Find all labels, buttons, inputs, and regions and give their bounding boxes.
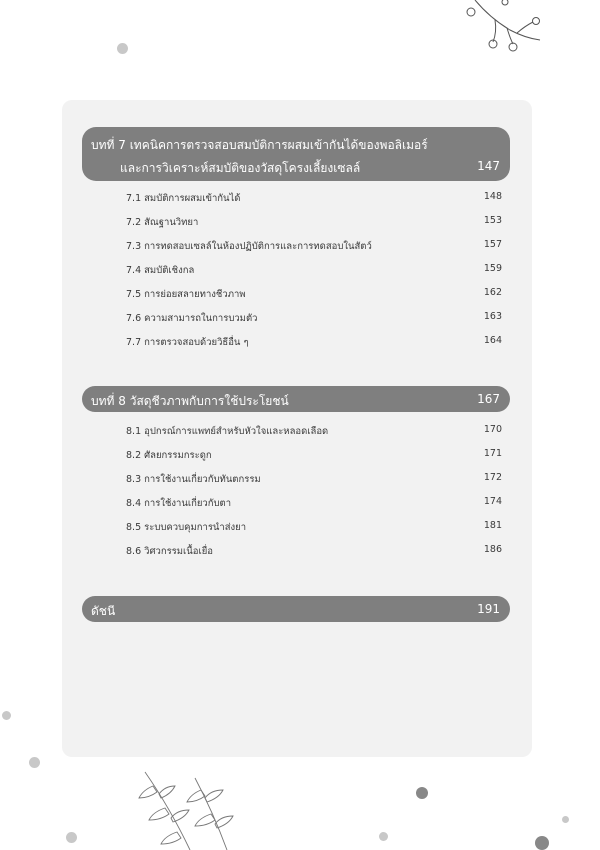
index-title: ดัชนี — [91, 604, 116, 618]
toc-entry-7-2[interactable] — [126, 215, 502, 231]
toc-entry-page: 153 — [483, 215, 502, 226]
index-page: 191 — [477, 602, 500, 616]
decor-dot — [117, 43, 128, 54]
chapter-8-page: 167 — [477, 392, 500, 406]
toc-entry-7-7[interactable] — [126, 335, 502, 351]
index-header[interactable] — [82, 596, 510, 622]
toc-entry-page: 162 — [483, 287, 502, 298]
toc-entry-8-6[interactable] — [126, 544, 502, 560]
toc-entry-label: 8.5 ระบบควบคุมการนำส่งยา — [126, 522, 247, 533]
toc-entry-8-4[interactable] — [126, 496, 502, 512]
berry-branch-icon — [455, 0, 545, 60]
toc-entry-7-4[interactable] — [126, 263, 502, 279]
toc-entry-page: 186 — [483, 544, 502, 555]
toc-entry-7-6[interactable] — [126, 311, 502, 327]
toc-entry-label: 7.3 การทดสอบเซลล์ในห้องปฏิบัติการและการทดสอบในสัตว์ — [126, 241, 372, 252]
chapter-8-title: บทที่ 8 วัสดุชีวภาพกับการใช้ประโยชน์ — [91, 394, 289, 408]
chapter-7-title-line1: บทที่ 7 เทคนิคการตรวจสอบสมบัติการผสมเข้ากันได้ของพอลิเมอร์ — [91, 138, 428, 152]
decor-dot — [66, 832, 77, 843]
toc-entry-page: 172 — [483, 472, 502, 483]
toc-entry-page: 163 — [483, 311, 502, 322]
toc-entry-7-5[interactable] — [126, 287, 502, 303]
toc-entry-label: 7.6 ความสามารถในการบวมตัว — [126, 313, 258, 324]
toc-entry-8-3[interactable] — [126, 472, 502, 488]
toc-entry-7-1[interactable] — [126, 191, 502, 207]
chapter-7-page: 147 — [477, 159, 500, 173]
decor-dot — [562, 816, 569, 823]
toc-entry-page: 159 — [483, 263, 502, 274]
toc-entry-label: 7.1 สมบัติการผสมเข้ากันได้ — [126, 193, 241, 204]
toc-entry-label: 8.4 การใช้งานเกี่ยวกับตา — [126, 498, 232, 509]
decor-dot — [2, 711, 11, 720]
toc-entry-label: 7.7 การตรวจสอบด้วยวิธีอื่น ๆ — [126, 337, 249, 348]
toc-entry-8-1[interactable] — [126, 424, 502, 440]
toc-entry-label: 8.2 ศัลยกรรมกระดูก — [126, 450, 212, 461]
toc-entry-page: 174 — [483, 496, 502, 507]
toc-entry-label: 8.1 อุปกรณ์การแพทย์สำหรับหัวใจและหลอดเลือด — [126, 426, 329, 437]
toc-entry-page: 164 — [483, 335, 502, 346]
toc-entry-label: 7.4 สมบัติเชิงกล — [126, 265, 195, 276]
toc-entry-8-5[interactable] — [126, 520, 502, 536]
chapter-7-title-line2: และการวิเคราะห์สมบัติของวัสดุโครงเลี้ยงเซลล์ — [120, 161, 361, 175]
leaf-sprig-icon — [135, 768, 245, 850]
chapter-8-header[interactable] — [82, 386, 510, 412]
toc-entry-page: 148 — [483, 191, 502, 202]
toc-entry-label: 8.6 วิศวกรรมเนื้อเยื่อ — [126, 546, 214, 557]
decor-dot — [29, 757, 40, 768]
chapter-7-header[interactable] — [82, 127, 510, 181]
toc-entry-page: 170 — [483, 424, 502, 435]
toc-entry-label: 8.3 การใช้งานเกี่ยวกับทันตกรรม — [126, 474, 261, 485]
decor-dot — [535, 836, 549, 850]
toc-entry-8-2[interactable] — [126, 448, 502, 464]
decor-dot — [416, 787, 428, 799]
decor-dot — [379, 832, 388, 841]
toc-entry-page: 157 — [483, 239, 502, 250]
toc-entry-label: 7.2 สัณฐานวิทยา — [126, 217, 199, 228]
toc-entry-page: 171 — [483, 448, 502, 459]
toc-entry-page: 181 — [483, 520, 502, 531]
toc-entry-7-3[interactable] — [126, 239, 502, 255]
toc-entry-label: 7.5 การย่อยสลายทางชีวภาพ — [126, 289, 246, 300]
